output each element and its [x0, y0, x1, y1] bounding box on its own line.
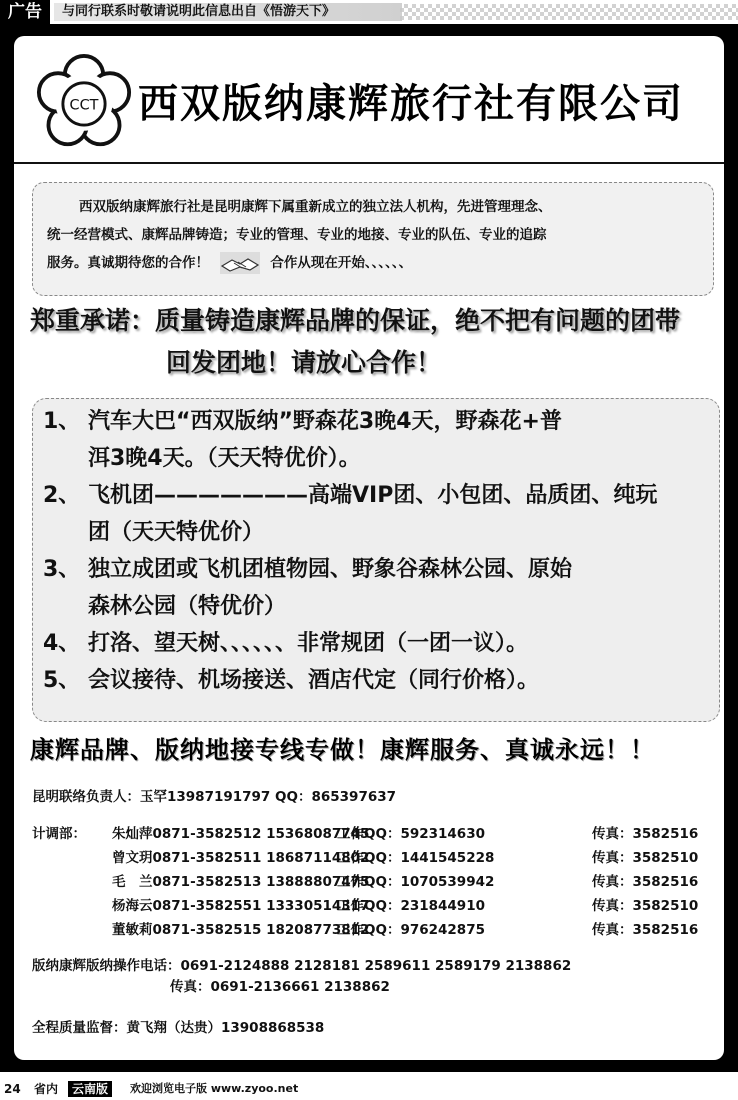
promise-line-2: 回发团地！请放心合作！: [166, 348, 442, 377]
intro-line-1: 西双版纳康辉旅行社是昆明康辉下属重新成立的独立法人机构，先进管理理念、: [79, 199, 552, 215]
page-footer: [0, 1078, 738, 1100]
offer-item: 2、 飞机团———————高端VIP团、小包团、品质团、纯玩 团（天天特优价）: [43, 483, 658, 545]
quality-supervisor: 全程质量监督：黄飞翔（达贵）13908868538: [32, 1020, 325, 1036]
dispatch-label: 计调部：: [32, 826, 86, 842]
ad-tag: 广告: [0, 0, 50, 24]
header-divider: [14, 162, 724, 164]
offer-item: 3、 独立成团或飞机团植物园、野象谷森林公园、原始 森林公园（特优价）: [43, 557, 573, 619]
promise-statement: [30, 300, 720, 384]
promise-line-1: 郑重承诺：质量铸造康辉品牌的保证，绝不把有问题的团带: [30, 306, 681, 335]
source-notice: 与同行联系时敬请说明此信息出自《悟游天下》: [54, 3, 402, 21]
ops-fax: 传真：0691-2136661 2138862: [170, 979, 390, 995]
ad-sheet: CCT 西双版纳康辉旅行社有限公司 西双版纳康辉旅行社是昆明康辉下属重新成立的独立法人机构，先进管理理念、 统一经营模式、康辉品牌铸造；专业的管理、专业的地接、专业的队伍、专业的追踪 服务。真诚期待您的合作！ 合作从现在开始、、、、、、 郑重承诺：质量铸造康辉品牌的保证，绝不把有问题的团带 回发团地！请放心合作！ 1、 汽车大巴“西双版纳”野森花3晚4天，野森花+普 洱3晚4天。（天天特优价）。 2、 飞机团———————高端VIP团、小包团、品质团、纯玩 团（天天特优价） 3、 独立成团或飞机团植物园、野象谷森林公园、原始 森林公园（特优价） 4、 打洛、望天树、、、、、、非常规团（一团一议）。 5、 会议接待、机场接送、酒店代定（同行价格）。 康辉品牌、版纳地接专线专做！康辉服务、真诚永远！！ 昆明联络负责人：玉罕13987191797 QQ：865397637 计调部： 朱灿萍0871-3582512 15368087745 工作QQ：592314630 传真：3582516 曾文玥0871-3582511 18687114802 工作QQ：1441545228 传真：3582510 毛 兰0871-3582513 13888807475 工作QQ：1070539942 传真：3582516 杨海云0871-3582551 13330514317 工作QQ：231844910 传真：3582510 董敏莉0871-3582515 18208773812 工作QQ：976242875 传真：3582516 版纳康辉版纳操作电话：0691-2124888 2128181 2589611 2589179 2138862 传真：0691-2136661 2138862 全程质量监督：黄飞翔（达贵）13908868538: [14, 36, 724, 1060]
intro-line-2: 统一经营模式、康辉品牌铸造；专业的管理、专业的地接、专业的队伍、专业的追踪: [47, 227, 547, 243]
cct-logo-icon: [36, 54, 132, 150]
offer-item: 5、 会议接待、机场接送、酒店代定（同行价格）。: [43, 668, 540, 693]
ops-phone: 版纳康辉版纳操作电话：0691-2124888 2128181 2589611 2589179 2138862: [32, 958, 572, 974]
offers-box: [32, 398, 720, 722]
intro-box: [32, 182, 714, 296]
intro-line-3a: 服务。真诚期待您的合作！: [47, 255, 209, 271]
offer-item: 1、 汽车大巴“西双版纳”野森花3晚4天，野森花+普 洱3晚4天。（天天特优价）。: [43, 409, 562, 471]
page-number: 24: [4, 1082, 21, 1096]
top-strip: [0, 0, 738, 24]
brand-slogan: 康辉品牌、版纳地接专线专做！康辉服务、真诚永远！！: [30, 736, 655, 764]
company-name: 西双版纳康辉旅行社有限公司: [138, 81, 684, 127]
decorative-pattern: [400, 4, 738, 20]
kunming-contact: 昆明联络负责人：玉罕13987191797 QQ：865397637: [32, 789, 397, 805]
ad-frame: [0, 24, 738, 1072]
section-label: 省内: [34, 1082, 59, 1096]
offer-item: 4、 打洛、望天树、、、、、、非常规团（一团一议）。: [43, 631, 529, 656]
website-link[interactable]: 欢迎浏览电子版 www.zyoo.net: [130, 1082, 299, 1095]
edition-badge: 云南版: [68, 1081, 112, 1097]
handshake-icon: [220, 252, 260, 274]
intro-line-3b: 合作从现在开始、、、、、、: [270, 255, 413, 271]
banna-operations: [32, 956, 571, 998]
logo-text: CCT: [69, 97, 99, 114]
